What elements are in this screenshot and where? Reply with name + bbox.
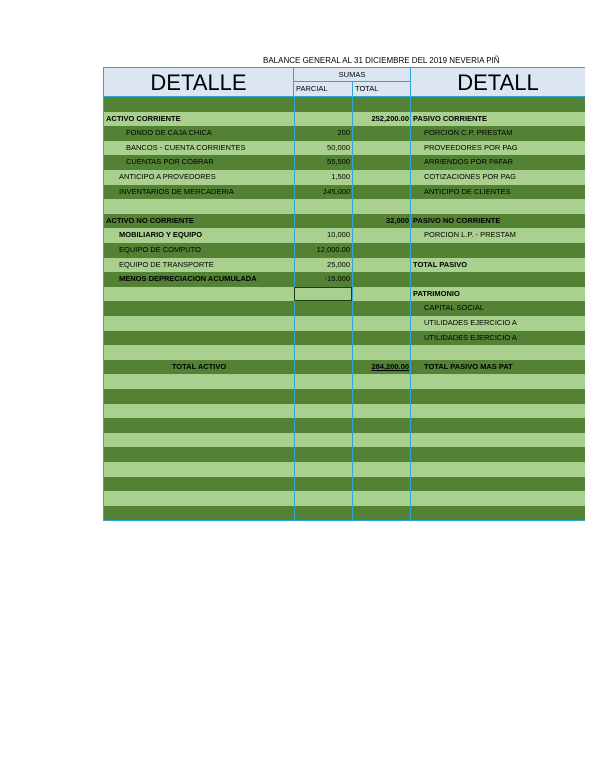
cell-detail — [103, 199, 294, 214]
cell-detail-right: PASIVO CORRIENTE — [410, 112, 585, 127]
cell-detail — [103, 404, 294, 419]
cell-parcial: 145,000 — [294, 185, 352, 200]
cell-parcial — [294, 331, 352, 346]
cell-parcial: 10,000 — [294, 228, 352, 243]
cell-total — [352, 97, 410, 112]
table-row — [103, 141, 585, 156]
cell-parcial — [294, 287, 352, 302]
cell-detail-right: TOTAL PASIVO MAS PAT — [410, 360, 585, 375]
cell-detail — [103, 477, 294, 492]
cell-detail-right: ANTICIPO DE CLIENTES — [410, 185, 585, 200]
cell-detail-right — [410, 389, 585, 404]
cell-detail-right — [410, 243, 585, 258]
cell-detail-right: PORCION L.P. - PRESTAM — [410, 228, 585, 243]
cell-detail — [103, 506, 294, 521]
header-total: TOTAL — [352, 81, 411, 97]
cell-total — [352, 345, 410, 360]
table-row — [103, 462, 585, 477]
table-bottom-border — [103, 520, 585, 521]
cell-detail-right — [410, 462, 585, 477]
cell-detail-right: PATRIMONIO — [410, 287, 585, 302]
cell-detail: MENOS DEPRECIACION ACUMULADA — [103, 272, 294, 287]
cell-detail — [103, 316, 294, 331]
cell-detail-right — [410, 97, 585, 112]
header-sumas: SUMAS — [293, 67, 411, 82]
cell-detail: ACTIVO CORRIENTE — [103, 112, 294, 127]
cell-total — [352, 287, 410, 302]
table-row — [103, 374, 585, 389]
cell-detail-right: UTILIDADES EJERCICIO A — [410, 331, 585, 346]
table-row — [103, 345, 585, 360]
sheet-title: BALANCE GENERAL AL 31 DICIEMBRE DEL 2019 NEVERIA PIÑ — [263, 56, 500, 65]
cell-detail: ANTICIPO A PROVEDORES — [103, 170, 294, 185]
cell-total — [352, 199, 410, 214]
table-row — [103, 170, 585, 185]
cell-parcial — [294, 316, 352, 331]
cell-parcial — [294, 374, 352, 389]
cell-total — [352, 462, 410, 477]
cell-total: 252,200.00 — [352, 112, 410, 127]
cell-detail-right: UTILIDADES EJERCICIO A — [410, 316, 585, 331]
cell-total — [352, 126, 410, 141]
cell-total — [352, 243, 410, 258]
cell-detail — [103, 301, 294, 316]
cell-total — [352, 170, 410, 185]
cell-detail: CUENTAS POR COBRAR — [103, 155, 294, 170]
cell-total — [352, 418, 410, 433]
cell-total: 284,200.00 — [352, 360, 410, 375]
cell-parcial: 25,000 — [294, 258, 352, 273]
cell-total — [352, 301, 410, 316]
cell-detail-right — [410, 404, 585, 419]
cell-total — [352, 141, 410, 156]
cell-parcial: 200 — [294, 126, 352, 141]
cell-detail: ACTIVO NO CORRIENTE — [103, 214, 294, 229]
cell-total — [352, 272, 410, 287]
cell-detail: EQUIPO DE TRANSPORTE — [103, 258, 294, 273]
cell-detail-right — [410, 345, 585, 360]
cell-total — [352, 404, 410, 419]
cell-parcial: 1,500 — [294, 170, 352, 185]
cell-total — [352, 155, 410, 170]
cell-total — [352, 447, 410, 462]
table-row — [103, 185, 585, 200]
table-row — [103, 477, 585, 492]
table-row — [103, 258, 585, 273]
cell-parcial — [294, 199, 352, 214]
cell-detail: INVENTARIOS DE MERCADERIA — [103, 185, 294, 200]
cell-detail-right: PROVEEDORES POR PAG — [410, 141, 585, 156]
table-row — [103, 287, 585, 302]
header-detalle-right: DETALL — [410, 67, 585, 97]
cell-parcial — [294, 433, 352, 448]
cell-detail: FONDO DE CAJA CHICA — [103, 126, 294, 141]
cell-total — [352, 185, 410, 200]
cell-detail-right: TOTAL PASIVO — [410, 258, 585, 273]
table-row — [103, 199, 585, 214]
table-row — [103, 272, 585, 287]
header-parcial: PARCIAL — [293, 81, 353, 97]
cell-parcial: -15,000 — [294, 272, 352, 287]
cell-detail: EQUIPO DE COMPUTO — [103, 243, 294, 258]
cell-parcial — [294, 506, 352, 521]
cell-total — [352, 316, 410, 331]
cell-parcial: 50,000 — [294, 141, 352, 156]
table-row — [103, 97, 585, 112]
cell-total — [352, 331, 410, 346]
cell-detail-right — [410, 506, 585, 521]
cell-detail-right — [410, 374, 585, 389]
cell-detail — [103, 447, 294, 462]
cell-detail — [103, 287, 294, 302]
cell-total — [352, 228, 410, 243]
balance-sheet-table — [103, 67, 585, 524]
table-row — [103, 418, 585, 433]
cell-detail — [103, 374, 294, 389]
cell-parcial — [294, 447, 352, 462]
cell-parcial — [294, 301, 352, 316]
cell-detail — [103, 97, 294, 112]
cell-detail-right — [410, 477, 585, 492]
cell-detail-right: PORCION C.P. PRESTAM — [410, 126, 585, 141]
cell-detail-right — [410, 433, 585, 448]
cell-detail — [103, 433, 294, 448]
cell-detail: BANCOS - CUENTA CORRIENTES — [103, 141, 294, 156]
cell-total — [352, 374, 410, 389]
table-row — [103, 389, 585, 404]
cell-detail-right: PASIVO NO CORRIENTE — [410, 214, 585, 229]
cell-parcial — [294, 477, 352, 492]
table-row — [103, 331, 585, 346]
cell-parcial: 12,000.00 — [294, 243, 352, 258]
table-row — [103, 126, 585, 141]
table-row — [103, 301, 585, 316]
table-row — [103, 214, 585, 229]
cell-detail-right: CAPITAL SOCIAL — [410, 301, 585, 316]
table-row — [103, 506, 585, 521]
cell-parcial — [294, 97, 352, 112]
cell-detail-right — [410, 491, 585, 506]
cell-parcial — [294, 389, 352, 404]
cell-detail: MOBILIARIO Y EQUIPO — [103, 228, 294, 243]
cell-parcial — [294, 360, 352, 375]
cell-parcial: 55,500 — [294, 155, 352, 170]
table-row — [103, 433, 585, 448]
cell-detail: TOTAL ACTIVO — [103, 360, 294, 375]
cell-detail-right: COTIZACIONES POR PAG — [410, 170, 585, 185]
cell-total — [352, 477, 410, 492]
cell-total — [352, 506, 410, 521]
table-row — [103, 155, 585, 170]
cell-parcial — [294, 462, 352, 477]
table-row — [103, 404, 585, 419]
cell-total — [352, 433, 410, 448]
cell-total — [352, 491, 410, 506]
header-detalle-left: DETALLE — [103, 67, 294, 97]
cell-detail — [103, 331, 294, 346]
cell-total: 32,000 — [352, 214, 410, 229]
cell-total — [352, 258, 410, 273]
cell-parcial — [294, 112, 352, 127]
cell-parcial — [294, 418, 352, 433]
cell-detail-right — [410, 272, 585, 287]
cell-detail — [103, 418, 294, 433]
table-row — [103, 316, 585, 331]
cell-parcial — [294, 214, 352, 229]
cell-detail-right — [410, 418, 585, 433]
cell-detail-right — [410, 447, 585, 462]
cell-total — [352, 389, 410, 404]
cell-detail — [103, 345, 294, 360]
table-row — [103, 447, 585, 462]
table-row — [103, 228, 585, 243]
cell-parcial — [294, 345, 352, 360]
cell-detail-right — [410, 199, 585, 214]
cell-parcial — [294, 491, 352, 506]
table-row — [103, 243, 585, 258]
table-row — [103, 491, 585, 506]
cell-parcial — [294, 404, 352, 419]
cell-detail — [103, 462, 294, 477]
table-row — [103, 112, 585, 127]
cell-detail — [103, 389, 294, 404]
cell-detail — [103, 491, 294, 506]
table-row — [103, 360, 585, 375]
cell-detail-right: ARRIENDOS POR PAFAR — [410, 155, 585, 170]
